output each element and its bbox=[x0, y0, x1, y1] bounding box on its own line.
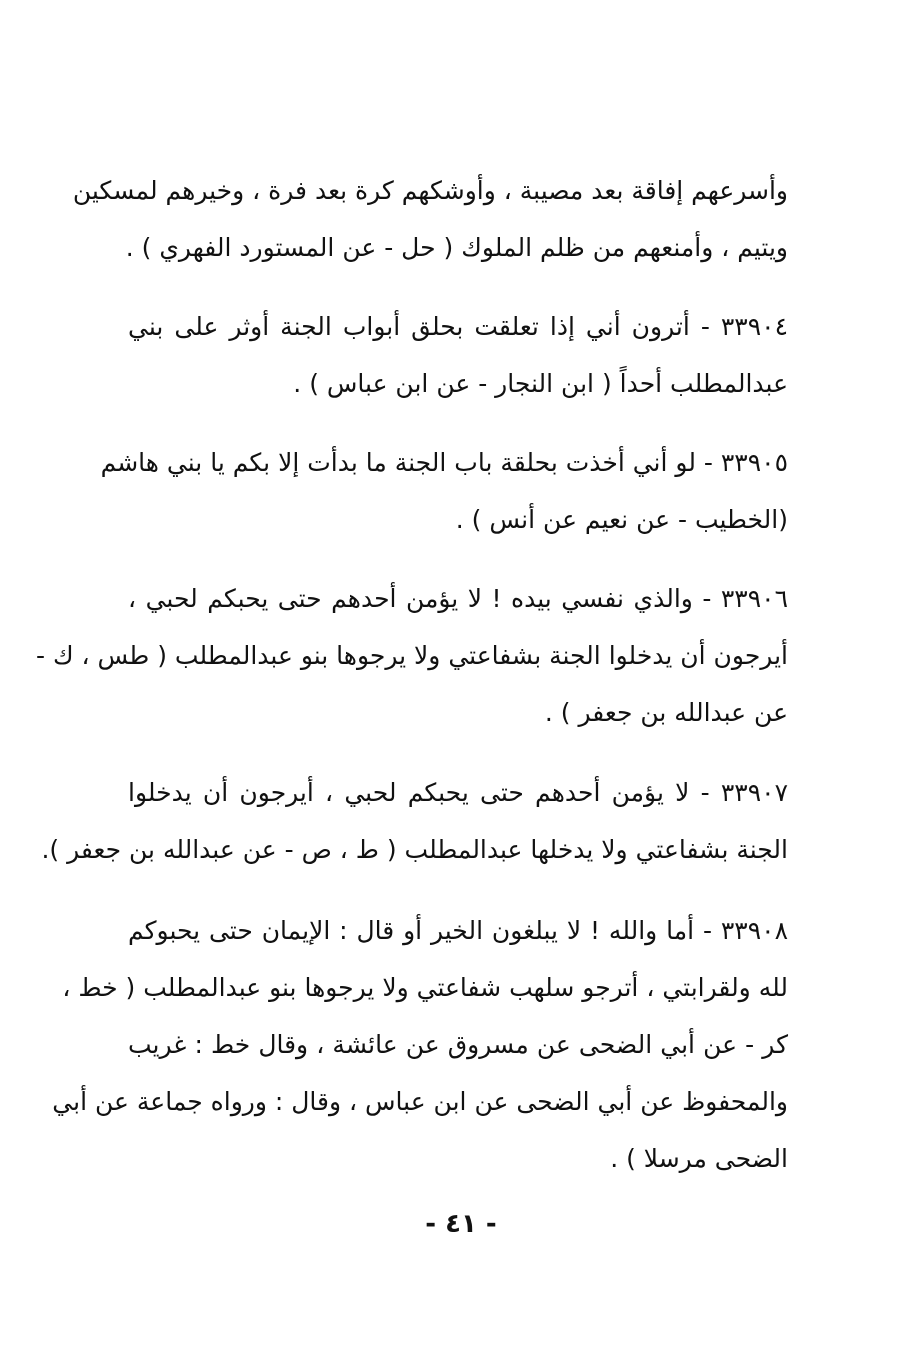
page-number: - ٤١ - bbox=[425, 1209, 497, 1239]
text-line: عن عبدالله بن جعفر ) . bbox=[544, 698, 788, 727]
text-line: أيرجون أن يدخلوا الجنة بشفاعتي ولا يرجوها بنو عبدالمطلب ( طس ، ك - bbox=[35, 641, 788, 670]
text-line: والمحفوظ عن أبي الضحى عن ابن عباس ، وقال : ورواه جماعة عن أبي bbox=[52, 1087, 788, 1116]
text-line: ٣٣٩٠٨ - أما والله ! لا يبلغون الخير أو قال : الإيمان حتى يحبوكم bbox=[128, 916, 788, 945]
text-line: الضحى مرسلا ) . bbox=[610, 1144, 788, 1173]
text-line: (الخطيب - عن نعيم عن أنس ) . bbox=[455, 505, 788, 534]
hadith-33904 bbox=[128, 298, 788, 412]
hadith-33905 bbox=[100, 434, 788, 548]
text-line: ٣٣٩٠٧ - لا يؤمن أحدهم حتى يحبكم لحبي ، أيرجون أن يدخلوا bbox=[128, 778, 788, 807]
text-line: ٣٣٩٠٤ - أترون أني إذا تعلقت بحلق أبواب الجنة أوثر على بني bbox=[128, 312, 788, 341]
text-line: ٣٣٩٠٦ - والذي نفسي بيده ! لا يؤمن أحدهم حتى يحبكم لحبي ، bbox=[128, 584, 788, 613]
text-line: ٣٣٩٠٥ - لو أني أخذت بحلقة باب الجنة ما بدأت إلا بكم يا بني هاشم bbox=[100, 448, 788, 477]
paragraph-continuation bbox=[72, 162, 788, 276]
text-line: عبدالمطلب أحداً ( ابن النجار - عن ابن عباس ) . bbox=[293, 369, 788, 398]
text-line: وأسرعهم إفاقة بعد مصيبة ، وأوشكهم كرة بعد فرة ، وخيرهم لمسكين bbox=[72, 176, 788, 205]
text-line: كر - عن أبي الضحى عن مسروق عن عائشة ، وقال خط : غريب bbox=[128, 1030, 788, 1059]
text-line: ويتيم ، وأمنعهم من ظلم الملوك ( حل - عن المستورد الفهري ) . bbox=[125, 233, 788, 262]
text-line: الجنة بشفاعتي ولا يدخلها عبدالمطلب ( ط ، ص - عن عبدالله بن جعفر ). bbox=[41, 835, 788, 864]
hadith-33908 bbox=[52, 902, 788, 1187]
text-line: لله ولقرابتي ، أترجو سلهب شفاعتي ولا يرجوها بنو عبدالمطلب ( خط ، bbox=[62, 973, 788, 1002]
hadith-33907 bbox=[41, 764, 788, 878]
hadith-33906 bbox=[35, 570, 788, 741]
